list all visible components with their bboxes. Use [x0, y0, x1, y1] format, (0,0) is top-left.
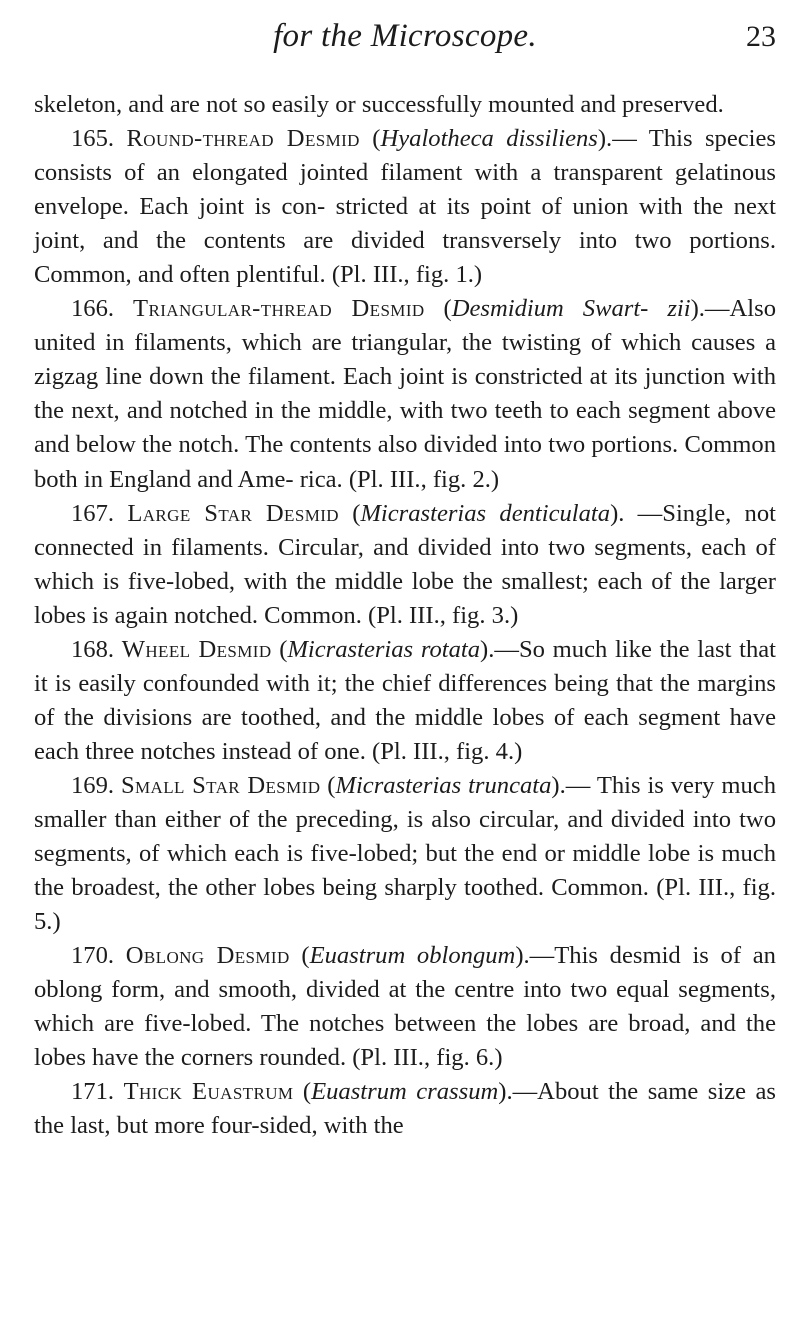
entry-number: 169.: [71, 771, 115, 799]
entry-common-name: Triangular-thread Desmid: [133, 295, 425, 323]
opening-paragraph: skeleton, and are not so easily or successfully mounted and preserved.: [34, 91, 724, 118]
entry-latin-name: Desmidium Swart- zii: [451, 295, 691, 323]
entry-latin-name: Micrasterias denticulata: [360, 499, 611, 527]
entry-common-name: Large Star Desmid: [127, 499, 339, 527]
body-text: [34, 88, 776, 1143]
entry-text: ).—About the same size as the last, but more four-sided, with the: [34, 1078, 776, 1140]
entry-166: 166. Triangular-thread Desmid (Desmidium Swart- zii).—Also united in filaments, which are triangular, the twisting of which causes a zigzag line down the filament. Each joint is constricted at its junction with the next, and notched in the middle, with two teeth to each segment above and below the notch. The contents also divided into two portions. Common both in England and Ame- rica. (Pl. III., fig. 2.): [34, 295, 776, 493]
entry-text: ).—Also united in filaments, which are triangular, the twisting of which causes a zigzag line down the filament. Each joint is constricted at its junction with the next, and notched in the middle, with two teeth to each segment above and below the notch. The contents also divided into two portions. Common both in England and Ame- rica. (Pl. III., fig. 2.): [34, 295, 776, 493]
entry-168: 168. Wheel Desmid (Micrasterias rotata).—So much like the last that it is easily confounded with it; the chief differences being that the margins of the divisions are toothed, and the middle lobes of each segment have each three notches instead of one. (Pl. III., fig. 4.): [34, 635, 777, 765]
book-page: [34, 18, 776, 1143]
entry-number: 167.: [71, 499, 115, 527]
entry-169: 169. Small Star Desmid (Micrasterias truncata).— This is very much smaller than either of the preceding, is also circular, and divided into two segments, of which each is five-lobed; but the end or middle lobe is much the broadest, the other lobes being sharply toothed. Common. (Pl. III., fig. 5.): [34, 771, 776, 936]
entry-common-name: Round-thread Desmid: [126, 125, 360, 153]
entry-latin-name: Micrasterias rotata: [287, 635, 481, 663]
entry-number: 166.: [71, 295, 115, 323]
entry-number: 165.: [71, 125, 115, 153]
entry-number: 170.: [71, 942, 115, 970]
entry-text: ).—So much like the last that it is easily confounded with it; the chief differences being that the margins of the divisions are toothed, and the middle lobes of each segment have each three notches instead of one. (Pl. III., fig. 4.): [34, 635, 777, 765]
running-title: for the Microscope.: [273, 18, 537, 54]
entry-number: 168.: [71, 635, 115, 663]
entry-common-name: Oblong Desmid: [125, 942, 290, 970]
entry-text: ). —Single, not connected in filaments. Circular, and divided into two segments, each of which is five-lobed, with the middle lobe the smallest; each of the larger lobes is again notched. Common. (Pl. III., fig. 3.): [34, 499, 776, 629]
running-head: [34, 18, 776, 66]
entry-common-name: Thick Euastrum: [123, 1078, 294, 1106]
entry-common-name: Wheel Desmid: [121, 635, 272, 663]
entry-number: 171.: [71, 1078, 115, 1106]
entry-latin-name: Micrasterias truncata: [335, 771, 552, 799]
entry-165: 165. Round-thread Desmid (Hyalotheca dissiliens).— This species consists of an elongated jointed filament with a transparent gelatinous envelope. Each joint is con- stricted at its point of union with the next joint, and the contents are divided transversely into two portions. Common, and often plentiful. (Pl. III., fig. 1.): [34, 125, 776, 289]
entry-170: 170. Oblong Desmid (Euastrum oblongum).—This desmid is of an oblong form, and smooth, divided at the centre into two equal segments, which are five-lobed. The notches between the lobes are broad, and the lobes have the corners rounded. (Pl. III., fig. 6.): [34, 942, 776, 1072]
entry-167: 167. Large Star Desmid (Micrasterias denticulata). —Single, not connected in filaments. Circular, and divided into two segments, each of which is five-lobed, with the middle lobe the smallest; each of the larger lobes is again notched. Common. (Pl. III., fig. 3.): [34, 499, 776, 629]
entry-common-name: Small Star Desmid: [120, 771, 321, 799]
page-number: 23: [746, 20, 776, 53]
entry-latin-name: Euastrum oblongum: [309, 942, 516, 970]
entry-text: ).— This is very much smaller than either of the preceding, is also circular, and divided into two segments, of which each is five-lobed; but the end or middle lobe is much the broadest, the other lobes being sharply toothed. Common. (Pl. III., fig. 5.): [34, 771, 776, 936]
entry-latin-name: Euastrum crassum: [311, 1078, 499, 1106]
entry-171: 171. Thick Euastrum (Euastrum crassum).—About the same size as the last, but more four-sided, with the: [34, 1078, 776, 1140]
entry-latin-name: Hyalotheca dissiliens: [380, 125, 598, 153]
entry-text: ).—This desmid is of an oblong form, and smooth, divided at the centre into two equal segments, which are five-lobed. The notches between the lobes are broad, and the lobes have the corners rounded. (Pl. III., fig. 6.): [34, 942, 776, 1072]
entry-text: ).— This species consists of an elongated jointed filament with a transparent gelatinous envelope. Each joint is con- stricted at its point of union with the next joint, and the contents are divided transversely into two portions. Common, and often plentiful. (Pl. III., fig. 1.): [34, 125, 776, 289]
